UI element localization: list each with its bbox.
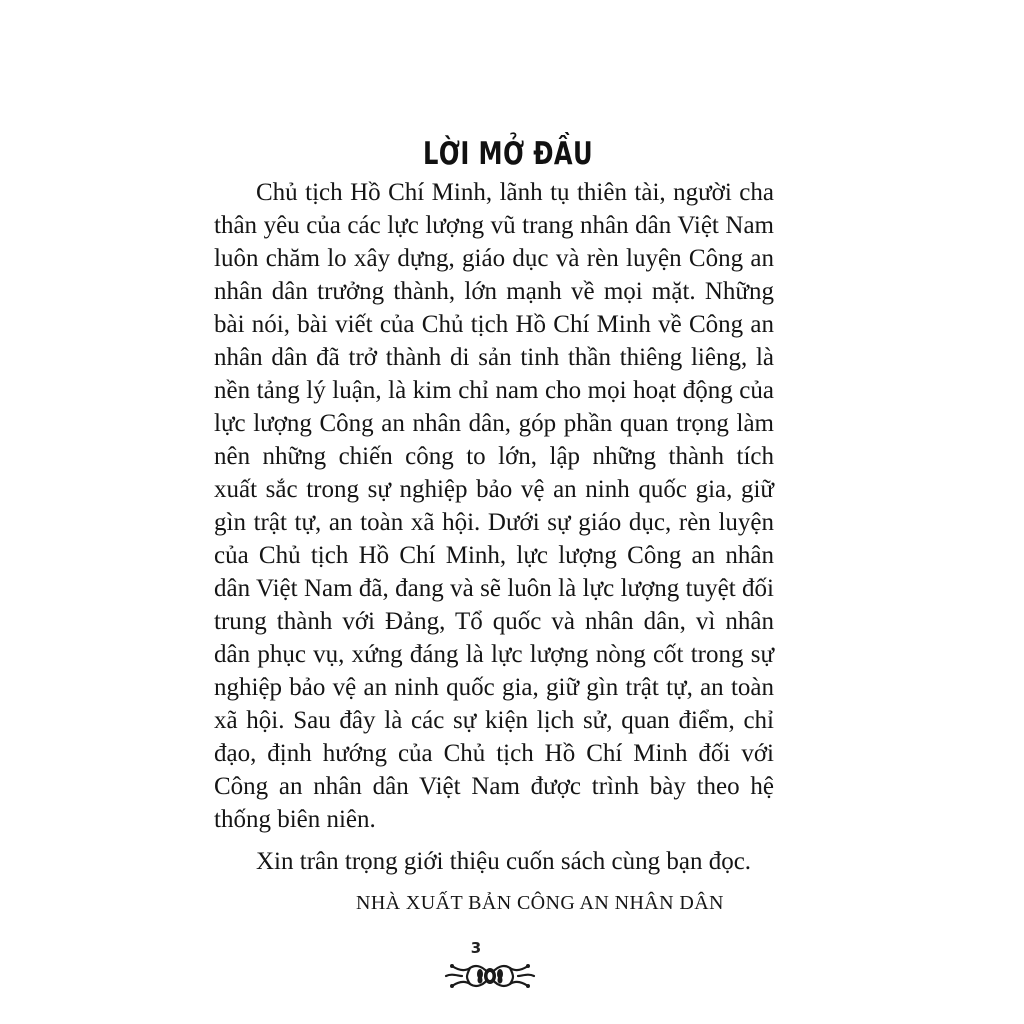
paragraph-line: Công an nhân dân Việt Nam được trình bày theo hệ <box>214 773 774 800</box>
paragraph-line: luôn chăm lo xây dựng, giáo dục và rèn luyện Công an <box>214 245 774 272</box>
page-number: 3 <box>470 939 482 957</box>
paragraph-line: Chủ tịch Hồ Chí Minh, lãnh tụ thiên tài, người cha <box>256 179 774 206</box>
paragraph-line: dân Việt Nam đã, đang và sẽ luôn là lực lượng tuyệt đối <box>214 575 774 602</box>
publisher-signature: NHÀ XUẤT BẢN CÔNG AN NHÂN DÂN <box>356 892 724 914</box>
paragraph-line: dân phục vụ, xứng đáng là lực lượng nòng cốt trong sự <box>214 641 774 668</box>
preface-paragraph <box>214 176 774 836</box>
paragraph-line: nên những chiến công to lớn, lập những thành tích <box>214 443 774 470</box>
paragraph-line: nghiệp bảo vệ an ninh quốc gia, giữ gìn trật tự, an toàn <box>214 674 774 701</box>
floral-ornament-icon <box>440 956 540 996</box>
paragraph-line: gìn trật tự, an toàn xã hội. Dưới sự giáo dục, rèn luyện <box>214 509 774 536</box>
page-title: LỜI MỞ ĐẦU <box>423 136 594 172</box>
paragraph-line: thân yêu của các lực lượng vũ trang nhân dân Việt Nam <box>214 212 774 239</box>
paragraph-line: đạo, định hướng của Chủ tịch Hồ Chí Minh đối với <box>214 740 774 767</box>
paragraph-line: lực lượng Công an nhân dân, góp phần quan trọng làm <box>214 410 774 437</box>
paragraph-line: nền tảng lý luận, là kim chỉ nam cho mọi hoạt động của <box>214 377 774 404</box>
paragraph-line: nhân dân đã trở thành di sản tinh thần thiêng liêng, là <box>214 344 774 371</box>
paragraph-line: của Chủ tịch Hồ Chí Minh, lực lượng Công an nhân <box>214 542 774 569</box>
paragraph-line: trung thành với Đảng, Tổ quốc và nhân dân, vì nhân <box>214 608 774 635</box>
paragraph-line: nhân dân trưởng thành, lớn mạnh về mọi mặt. Những <box>214 278 774 305</box>
closing-sentence: Xin trân trọng giới thiệu cuốn sách cùng bạn đọc. <box>256 848 752 875</box>
paragraph-line: bài nói, bài viết của Chủ tịch Hồ Chí Minh về Công an <box>214 311 774 338</box>
paragraph-line: xuất sắc trong sự nghiệp bảo vệ an ninh quốc gia, giữ <box>214 476 774 503</box>
paragraph-line: thống biên niên. <box>214 806 376 833</box>
paragraph-line: xã hội. Sau đây là các sự kiện lịch sử, quan điểm, chỉ <box>214 707 774 734</box>
